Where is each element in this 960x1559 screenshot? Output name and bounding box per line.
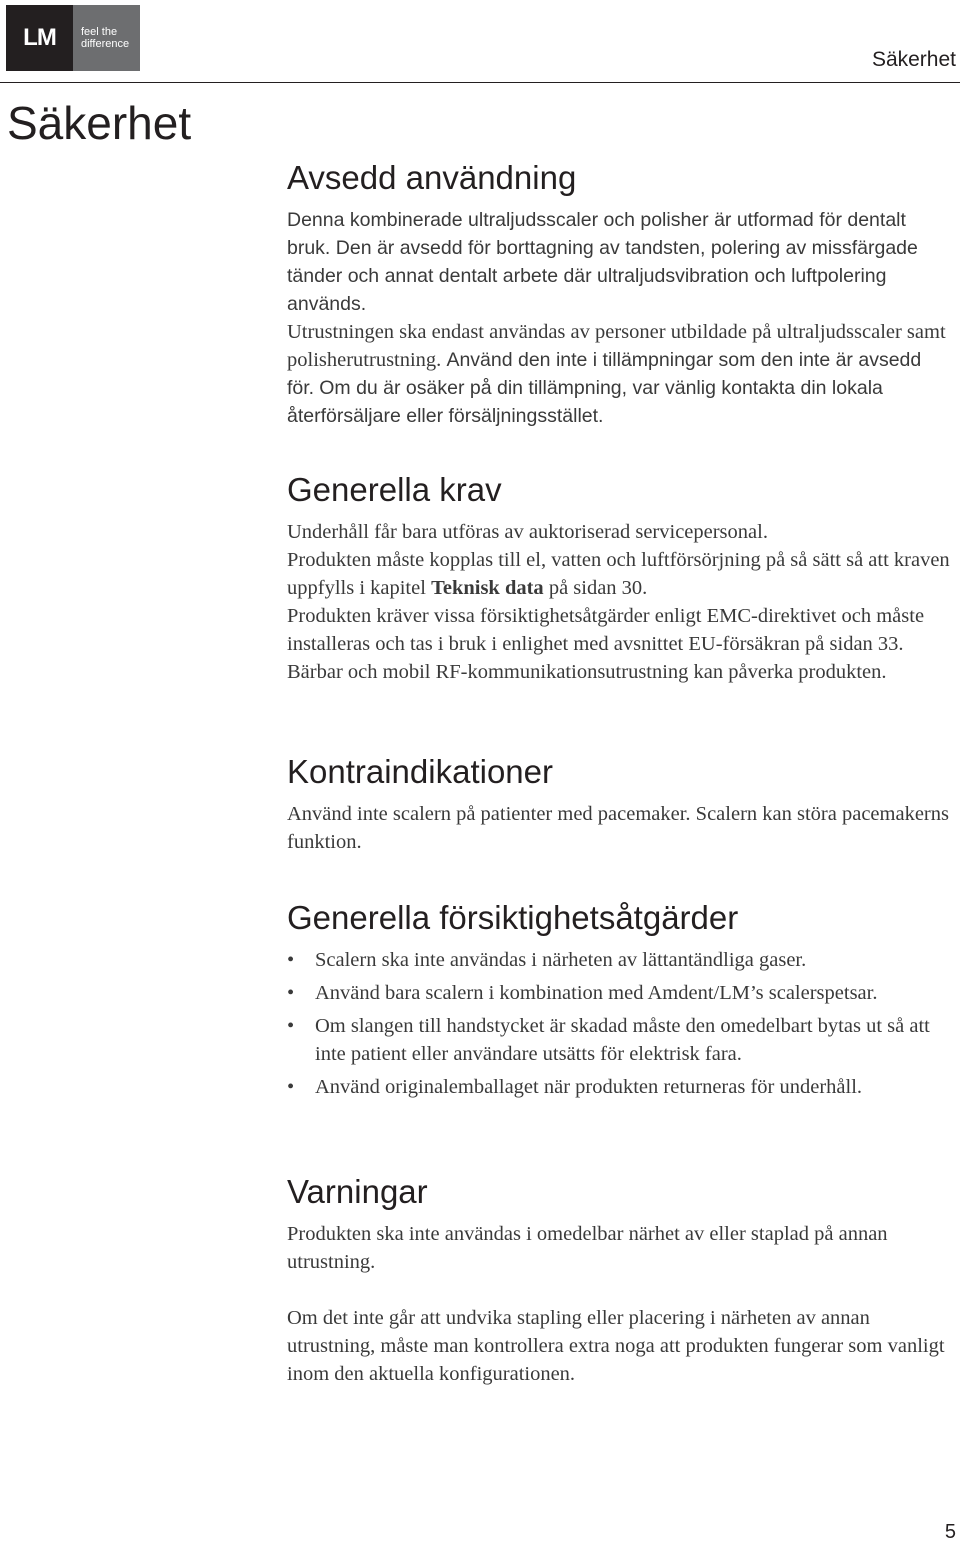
sentence: Utrustningen ska endast användas av personer utbildade på ultraljudsscaler samt polisherutrustning. <box>287 321 946 371</box>
page-number: 5 <box>944 1521 956 1543</box>
text: på sidan 30. <box>543 577 648 599</box>
logo-tagline <box>73 5 140 71</box>
section-heading: Kontraindikationer <box>287 753 553 790</box>
paragraph: Om det inte går att undvika stapling eller placering i närheten av annan utrustning, måste man kontrollera extra noga att produkten fungerar som vanligt inom den aktuella konfigurationen. <box>287 1307 945 1385</box>
list-item: • Använd originalemballaget när produkten returneras för underhåll. <box>287 1073 952 1101</box>
sentence: Använd den inte i tillämpningar som den inte är avsedd för. <box>287 349 922 399</box>
paragraph: Produkten kräver vissa försiktighetsåtgärder enligt EMC-direktivet och måste installeras och tas i bruk i enlighet med avsnittet EU-försäkran på sidan 33. Bärbar och mobil RF-kommunikationsutrustning kan påverka produkten. <box>287 605 925 683</box>
paragraph: Underhåll får bara utföras av auktoriserad servicepersonal. <box>287 521 768 543</box>
sentence: Om du är osäker på din tillämpning, var vänlig kontakta din lokala återförsäljare eller försäljningsstället. <box>287 377 883 427</box>
paragraph: Använd inte scalern på patienter med pacemaker. Scalern kan störa pacemakerns funktion. <box>287 803 949 853</box>
logo-tagline-line-1: feel the <box>81 26 118 38</box>
list-item: • Scalern ska inte användas i närheten av lättantändliga gaser. <box>287 946 952 974</box>
lm-logo <box>6 5 140 71</box>
section-heading: Generella krav <box>287 471 502 508</box>
text: Produkten måste kopplas till el, vatten och luftförsörjning på så sätt så att kraven uppfylls i kapitel <box>287 549 950 599</box>
list-item: • Om slangen till handstycket är skadad måste den omedelbart bytas ut så att inte patient eller användare utsätts för elektrisk fara. <box>287 1012 952 1068</box>
page-title: Säkerhet <box>7 97 192 149</box>
section-heading: Generella försiktighetsåtgärder <box>287 899 739 936</box>
paragraph <box>287 546 952 602</box>
section-heading: Varningar <box>287 1173 428 1210</box>
logo-tagline-line-2: difference <box>81 38 130 50</box>
section-heading: Avsedd användning <box>287 159 577 196</box>
logo-mark: LM <box>6 5 73 71</box>
paragraph <box>287 318 952 430</box>
bold-reference: Teknisk data <box>431 577 544 599</box>
paragraph: Produkten ska inte användas i omedelbar närhet av eller staplad på annan utrustning. <box>287 1223 888 1273</box>
running-head: Säkerhet <box>871 48 956 71</box>
section-varningar <box>287 1172 952 1388</box>
section-generella-krav <box>287 470 952 686</box>
section-kontraindikationer <box>287 752 952 856</box>
section-generella-forsiktighetsatgarder <box>287 898 952 1106</box>
section-avsedd-anvandning <box>287 158 952 430</box>
bullet-list <box>287 946 952 1101</box>
header-divider <box>0 82 960 83</box>
paragraph: Denna kombinerade ultraljudsscaler och polisher är utformad för dentalt bruk. Den är avsedd för borttagning av tandsten, polering av missfärgade tänder och annat dentalt arbete där ultraljudsvibration och luftpolering används. <box>287 209 918 315</box>
list-item: • Använd bara scalern i kombination med Amdent/LM’s scalerspetsar. <box>287 979 952 1007</box>
